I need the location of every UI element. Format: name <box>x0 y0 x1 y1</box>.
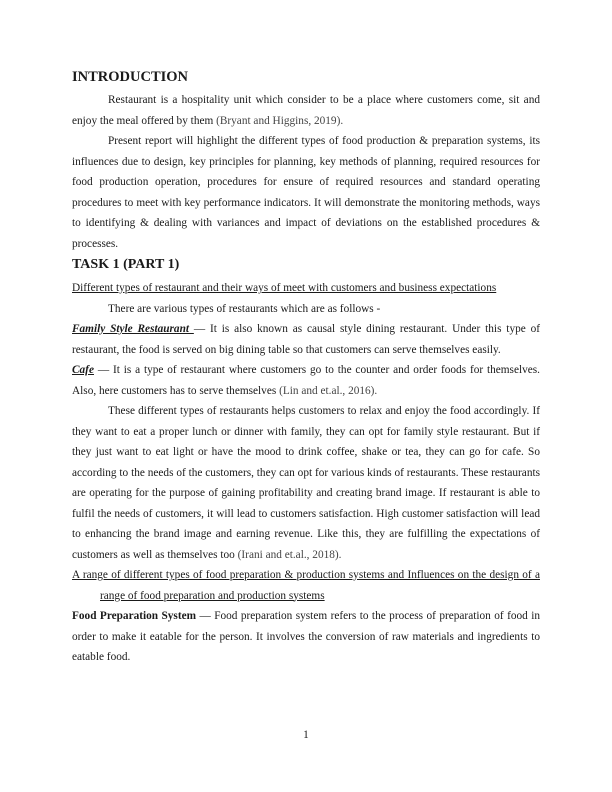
restaurant-types-paragraph <box>72 401 540 565</box>
cafe-term: Cafe <box>72 364 94 376</box>
food-preparation-paragraph <box>72 606 540 668</box>
task1-subheading: Different types of restaurant and their ways of meet with customers and business expectations <box>72 282 497 294</box>
page-number: 1 <box>303 729 309 741</box>
document-page <box>72 68 540 668</box>
cafe-paragraph <box>72 360 540 401</box>
family-style-term: Family Style Restaurant <box>72 323 194 335</box>
task1-heading: TASK 1 (PART 1) <box>72 257 180 272</box>
intro-heading: INTRODUCTION <box>72 69 189 85</box>
food-preparation-term: Food Preparation System <box>72 610 197 622</box>
cafe-text: — It is a type of restaurant where customers go to the counter and order foods for themselves. Also, here customers has to serve themselves <box>72 364 540 397</box>
food-preparation-text: — Food preparation system refers to the process of preparation of food in order to make it eatable for the person. It involves the conversion of raw materials and ingredients to eatable food. <box>72 610 540 663</box>
intro-p1-citation: (Bryant and Higgins, 2019). <box>216 114 344 127</box>
range-heading: A range of different types of food preparation & production systems and Influences on the design of a range of food preparation and production systems <box>72 569 540 602</box>
restaurant-types-citation: (Irani and et.al., 2018). <box>237 548 342 561</box>
family-style-paragraph <box>72 319 540 360</box>
intro-paragraph-1 <box>72 90 540 131</box>
task1-lead: There are various types of restaurants which are as follows - <box>108 302 381 315</box>
family-style-text: — It is also known as causal style dining restaurant. Under this type of restaurant, the food is served on big dining table so that customers can serve themselves easily. <box>72 323 540 356</box>
restaurant-types-text: These different types of restaurants helps customers to relax and enjoy the food accordingly. If they want to eat a proper lunch or dinner with family, they can opt for family style restaurant. But if they just want to eat light or have the mood to drink coffee, shake or tea, they can go for cafe. So according to the needs of the customers, they can opt for various kinds of restaurants. These restaurants are operating for the purpose of gaining profitability and creating brand image. If restaurant is able to fulfil the needs of customers, it will lead to customers satisfaction. High customer satisfaction will lead to enhancing the brand image and earning revenue. Like this, they are fulfilling the expectations of customers as well as themselves too <box>72 405 540 561</box>
cafe-citation: (Lin and et.al., 2016). <box>279 384 378 397</box>
intro-p1-text: Restaurant is a hospitality unit which consider to be a place where customers come, sit and enjoy the meal offered by them <box>72 94 540 127</box>
intro-paragraph-2: Present report will highlight the different types of food production & preparation systems, its influences due to design, key principles for planning, key methods of planning, required resources for food production operation, procedures for ensure of required resources and standard operating procedures to meet with key performance indicators. It will demonstrate the monitoring methods, ways to identifying & dealing with variances and impact of deviations on the established procedures & processes. <box>72 135 540 250</box>
